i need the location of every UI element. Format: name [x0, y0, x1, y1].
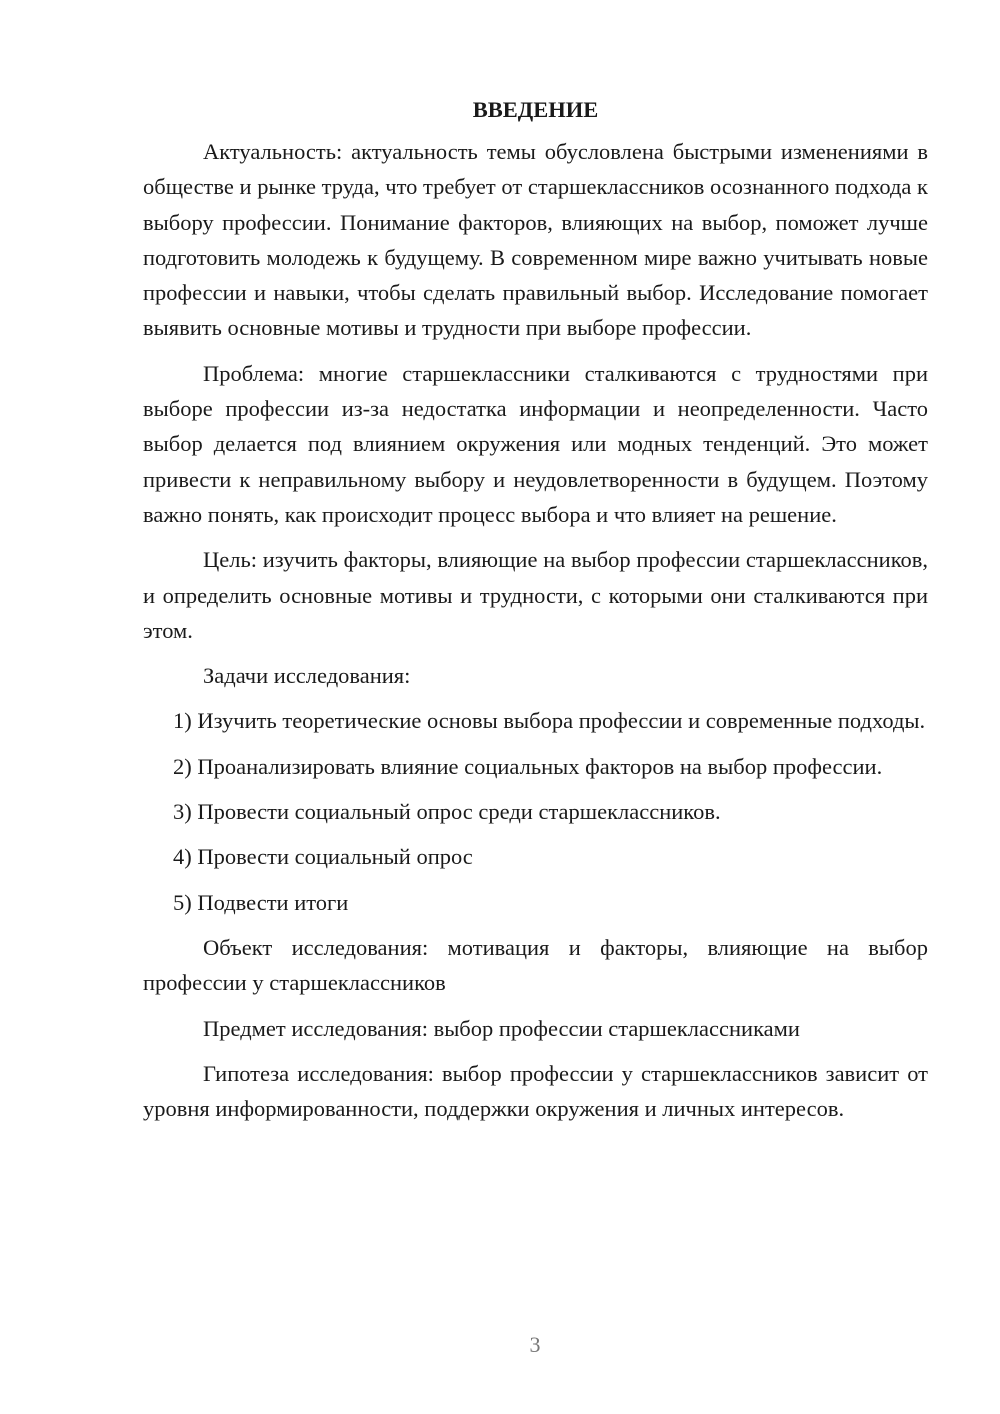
task-item: 2) Проанализировать влияние социальных факторов на выбор профессии.: [173, 753, 883, 779]
page-number: 3: [529, 1332, 541, 1357]
goal-paragraph: Цель: изучить факторы, влияющие на выбор профессии старшеклассников, и определить основные мотивы и трудности, с которыми они сталкиваются при этом.: [143, 547, 928, 643]
hypothesis-paragraph: Гипотеза исследования: выбор профессии у старшеклассников зависит от уровня информированности, поддержки окружения и личных интересов.: [143, 1060, 928, 1122]
task-item: 4) Провести социальный опрос: [173, 844, 473, 870]
object-paragraph: Объект исследования: мотивация и факторы, влияющие на выбор профессии у старшеклассников: [143, 934, 928, 996]
problem-paragraph: Проблема: многие старшеклассники сталкиваются с трудностями при выборе профессии из-за недостатка информации и неопределенности. Часто выбор делается под влиянием окружения или модных тенденций. Это может привести к неправильному выбору и неудовлетворенности в будущем. Поэтому важно понять, как происходит процесс выбора и что влияет на решение.: [143, 360, 928, 527]
subject-paragraph: Предмет исследования: выбор профессии старшеклассниками: [203, 1015, 800, 1041]
document-page: [143, 92, 928, 1126]
tasks-heading: Задачи исследования:: [203, 663, 411, 689]
section-title: ВВЕДЕНИЕ: [472, 97, 599, 122]
task-item: 3) Провести социальный опрос среди старшеклассников.: [173, 799, 721, 825]
relevance-paragraph: Актуальность: актуальность темы обусловлена быстрыми изменениями в обществе и рынке труда, что требует от старшеклассников осознанного подхода к выбору профессии. Понимание факторов, влияющих на выбор, поможет лучше подготовить молодежь к будущему. В современном мире важно учитывать новые профессии и навыки, чтобы сделать правильный выбор. Исследование помогает выявить основные мотивы и трудности при выборе профессии.: [143, 139, 928, 341]
task-item: 1) Изучить теоретические основы выбора профессии и современные подходы.: [173, 708, 926, 734]
task-item: 5) Подвести итоги: [173, 889, 349, 915]
